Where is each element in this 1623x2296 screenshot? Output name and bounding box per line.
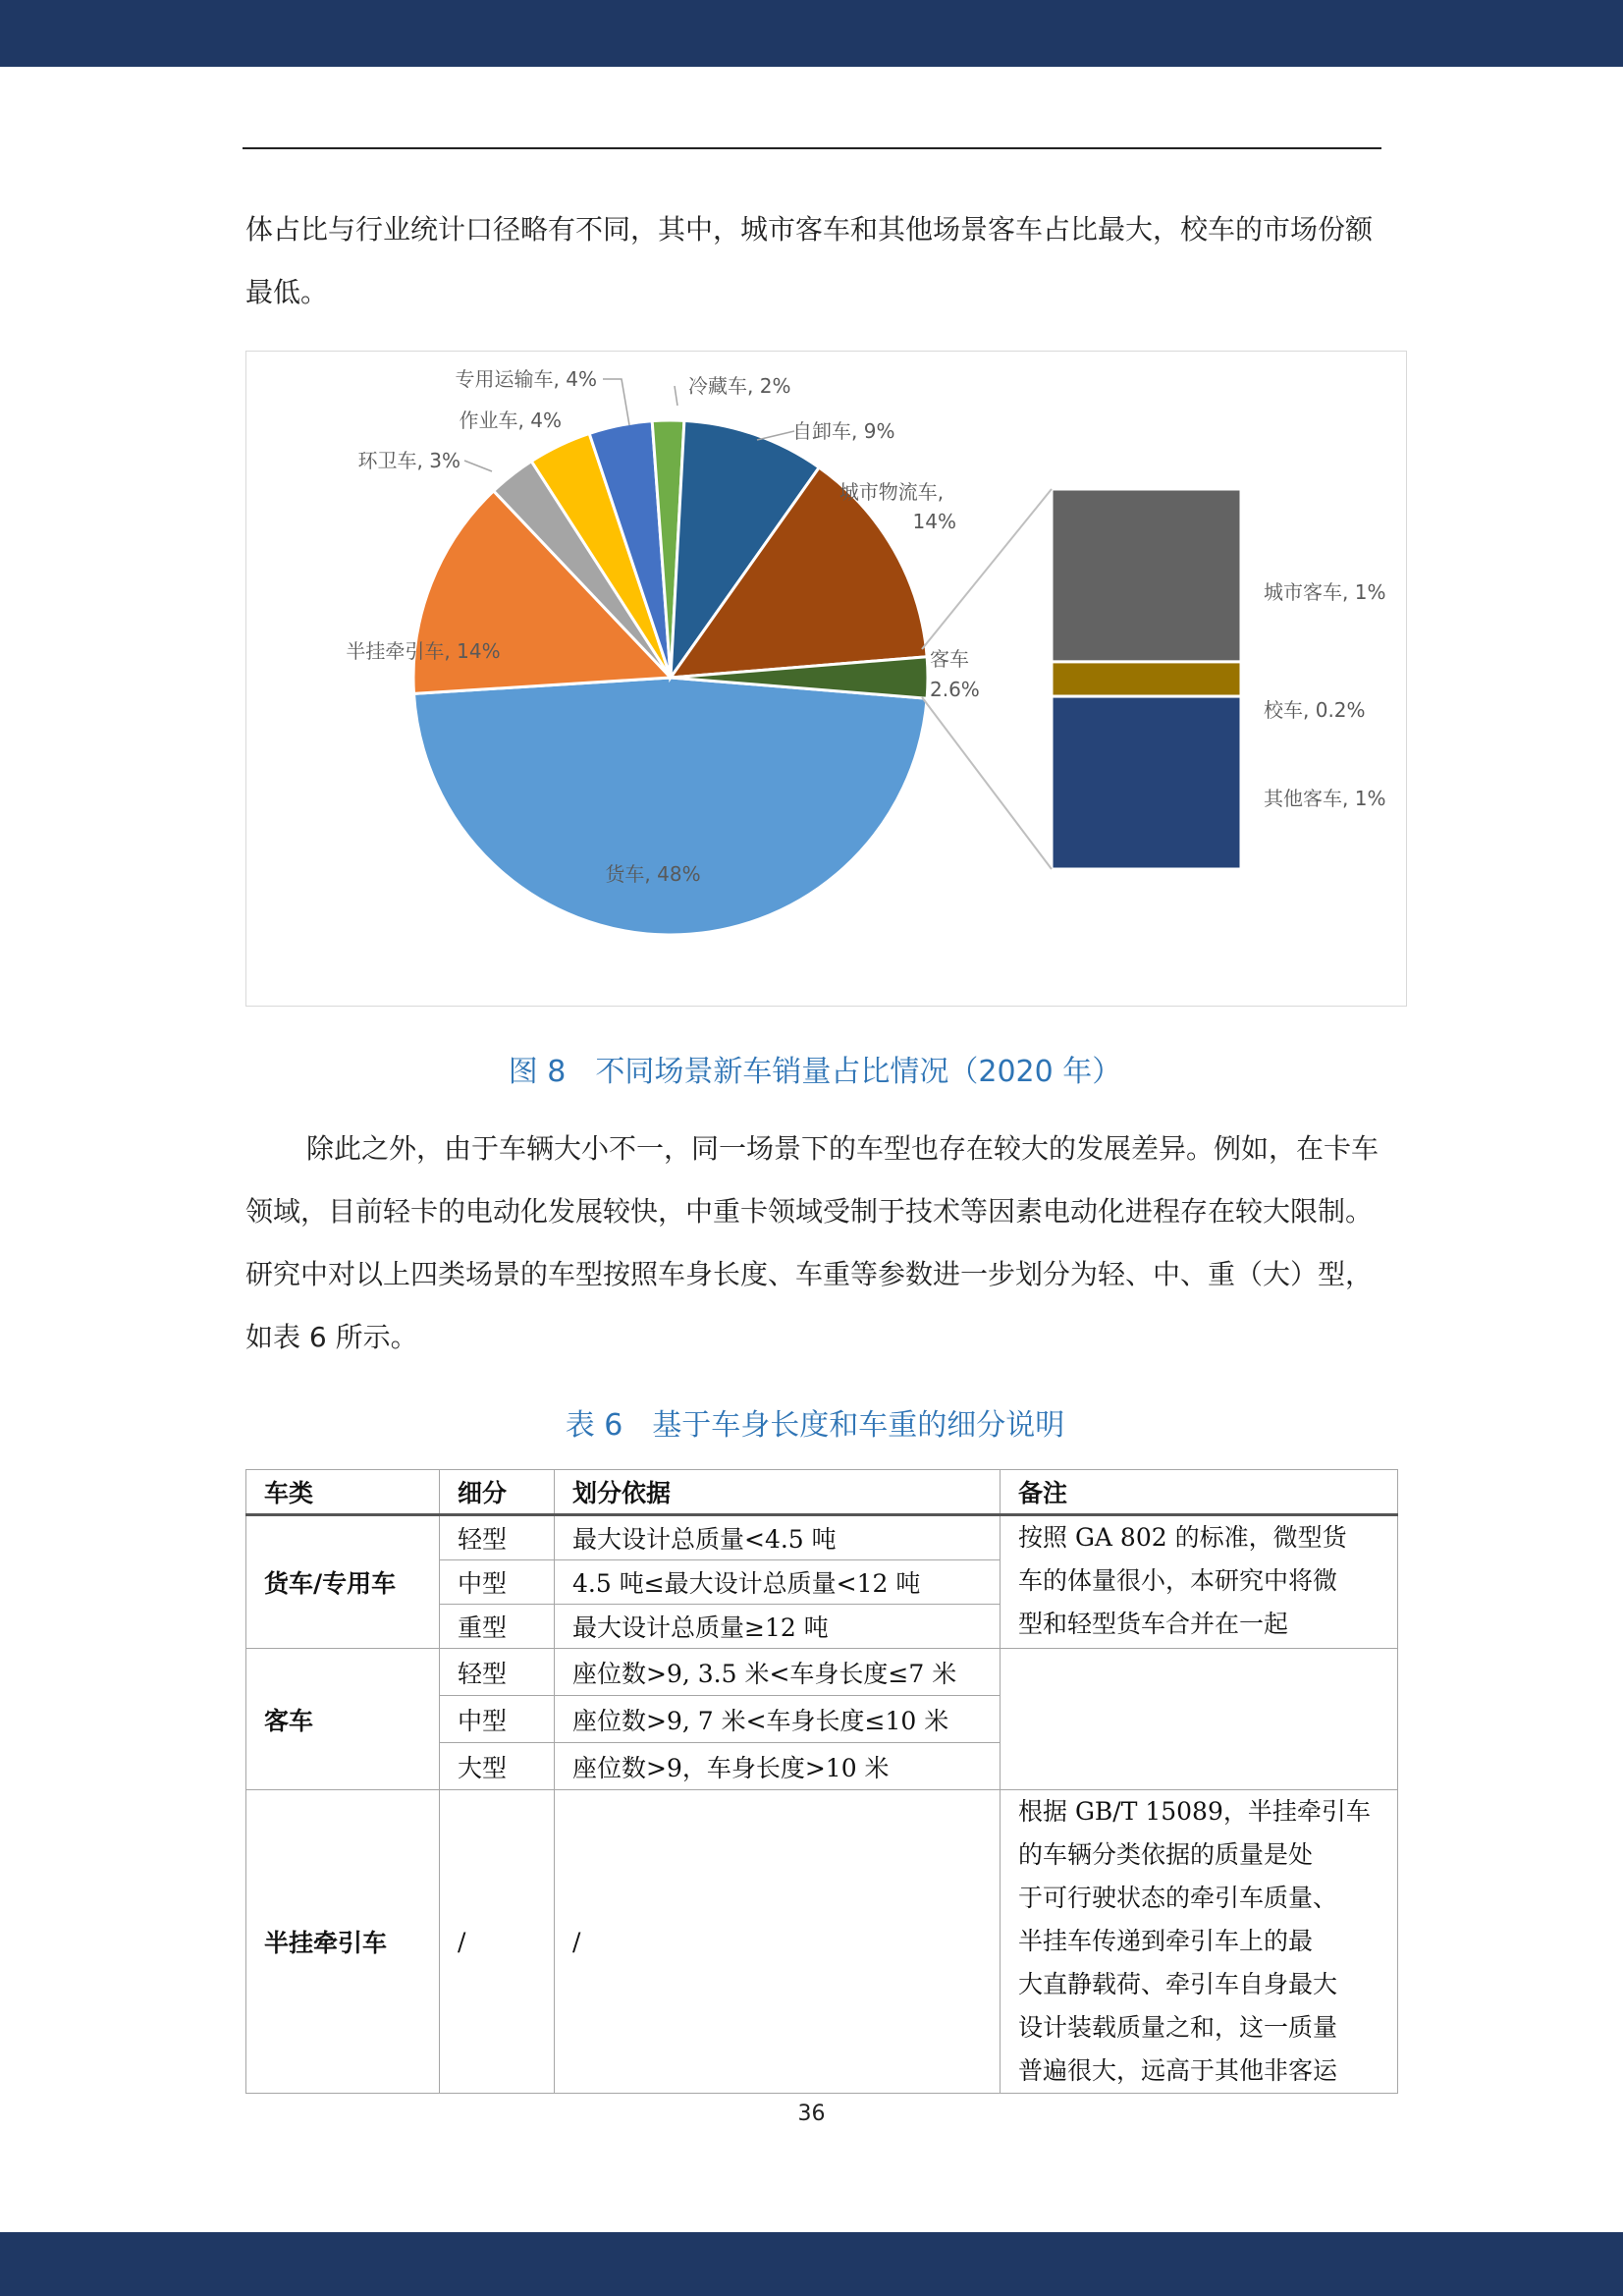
remark-line: 于可行驶状态的牵引车质量、 <box>1018 1884 1338 1912</box>
basis-cell: 座位数>9, 3.5 米<车身长度≤7 米 <box>555 1649 1001 1696</box>
label-lengcangche: 冷藏车, 2% <box>688 374 791 398</box>
header-basis: 划分依据 <box>555 1470 1001 1515</box>
sub-cell: / <box>440 1790 555 2094</box>
page-number: 36 <box>797 2102 826 2126</box>
basis-cell: 座位数>9, 7 米<车身长度≤10 米 <box>555 1696 1001 1743</box>
pie-slice-1 <box>414 678 928 935</box>
header-subdivision: 细分 <box>440 1470 555 1515</box>
table-row <box>246 1649 1398 1696</box>
label-zhuanyongyunshuche: 专用运输车, 4% <box>455 367 597 391</box>
remark-line: 车的体量很小，本研究中将微 <box>1018 1566 1338 1595</box>
remark-line: 设计装载质量之和，这一质量 <box>1018 2013 1338 2042</box>
remark-line: 型和轻型货车合并在一起 <box>1018 1610 1289 1638</box>
label-keche-1: 客车 <box>930 647 969 671</box>
remark-tractor <box>1001 1790 1398 2094</box>
sub-cell: 重型 <box>440 1605 555 1649</box>
basis-cell: 4.5 吨≤最大设计总质量<12 吨 <box>555 1560 1001 1605</box>
leader-line-huanwei <box>464 461 492 471</box>
label-chengshiwuliuche-2: 14% <box>912 510 956 533</box>
label-qitakeche: 其他客车, 1% <box>1264 787 1386 810</box>
remark-line: 按照 GA 802 的标准，微型货 <box>1018 1523 1347 1552</box>
label-huoche: 货车, 48% <box>605 862 701 886</box>
sub-cell: 轻型 <box>440 1649 555 1696</box>
basis-cell: 最大设计总质量≥12 吨 <box>555 1605 1001 1649</box>
label-zixieche: 自卸车, 9% <box>792 419 895 443</box>
vehicle-classification-table <box>245 1469 1398 2094</box>
sub-cell: 中型 <box>440 1560 555 1605</box>
category-tractor: 半挂牵引车 <box>246 1790 440 2094</box>
basis-cell: 最大设计总质量<4.5 吨 <box>555 1515 1001 1560</box>
table-header-row <box>246 1470 1398 1515</box>
remark-line: 根据 GB/T 15089，半挂牵引车 <box>1018 1797 1371 1826</box>
remark-line: 半挂车传递到牵引车上的最 <box>1018 1927 1314 1955</box>
paragraph-1: 体占比与行业统计口径略有不同，其中，城市客车和其他场景客车占比最大，校车的市场份额最低。 <box>245 213 1374 308</box>
header-remark: 备注 <box>1001 1470 1398 1515</box>
label-keche-2: 2.6% <box>930 678 980 701</box>
leader-line-zixie <box>757 431 794 440</box>
paragraph-2: 除此之外，由于车辆大小不一，同一场景下的车型也存在较大的发展差异。例如，在卡车领域，目前轻卡的电动化发展较快，中重卡领域受制于技术等因素电动化进程存在较大限制。研究中对以上四类场景的车型按照车身长度、车重等参数进一步划分为轻、中、重（大）型，如表 6 所示。 <box>245 1132 1380 1353</box>
top-band <box>0 0 1623 67</box>
category-bus: 客车 <box>246 1649 440 1790</box>
label-huanweiche: 环卫车, 3% <box>357 449 460 472</box>
bar-of-pie-chart <box>246 352 1408 1008</box>
label-banguaqianyinche: 半挂牵引车, 14% <box>346 639 501 663</box>
remark-bus <box>1001 1649 1398 1790</box>
leader-line-lengcang <box>675 386 677 406</box>
label-chengshiwuliuche-1: 城市物流车, <box>839 480 945 504</box>
header-category: 车类 <box>246 1470 440 1515</box>
category-truck: 货车/专用车 <box>246 1515 440 1649</box>
sub-cell: 轻型 <box>440 1515 555 1560</box>
figure-caption: 图 8 不同场景新车销量占比情况（2020 年） <box>508 1055 1122 1089</box>
breakdown-segment-3 <box>1052 696 1241 869</box>
remark-line: 普遍很大，远高于其他非客运 <box>1018 2056 1338 2085</box>
chart-frame <box>245 351 1407 1007</box>
connector-line-bottom <box>922 697 1052 869</box>
basis-cell: 座位数>9，车身长度>10 米 <box>555 1743 1001 1790</box>
remark-truck <box>1001 1515 1398 1649</box>
label-chengshikeche: 城市客车, 1% <box>1264 580 1386 604</box>
table-row <box>246 1515 1398 1560</box>
label-zuoyeche: 作业车, 4% <box>459 409 562 432</box>
sub-cell: 中型 <box>440 1696 555 1743</box>
breakdown-segment-2 <box>1052 662 1241 696</box>
basis-cell: / <box>555 1790 1001 2094</box>
table-row <box>246 1790 1398 2094</box>
sub-cell: 大型 <box>440 1743 555 1790</box>
breakdown-segment-1 <box>1052 489 1241 662</box>
label-xiaoche: 校车, 0.2% <box>1264 698 1366 722</box>
breakdown-bar <box>1052 489 1241 869</box>
remark-line: 的车辆分类依据的质量是处 <box>1018 1840 1314 1869</box>
bottom-band <box>0 2232 1623 2296</box>
header-rule <box>243 147 1381 149</box>
leader-line-zhuanyong <box>603 379 629 425</box>
remark-line: 大直静载荷、牵引车自身最大 <box>1018 1970 1338 1998</box>
table-caption: 表 6 基于车身长度和车重的细分说明 <box>565 1408 1065 1443</box>
